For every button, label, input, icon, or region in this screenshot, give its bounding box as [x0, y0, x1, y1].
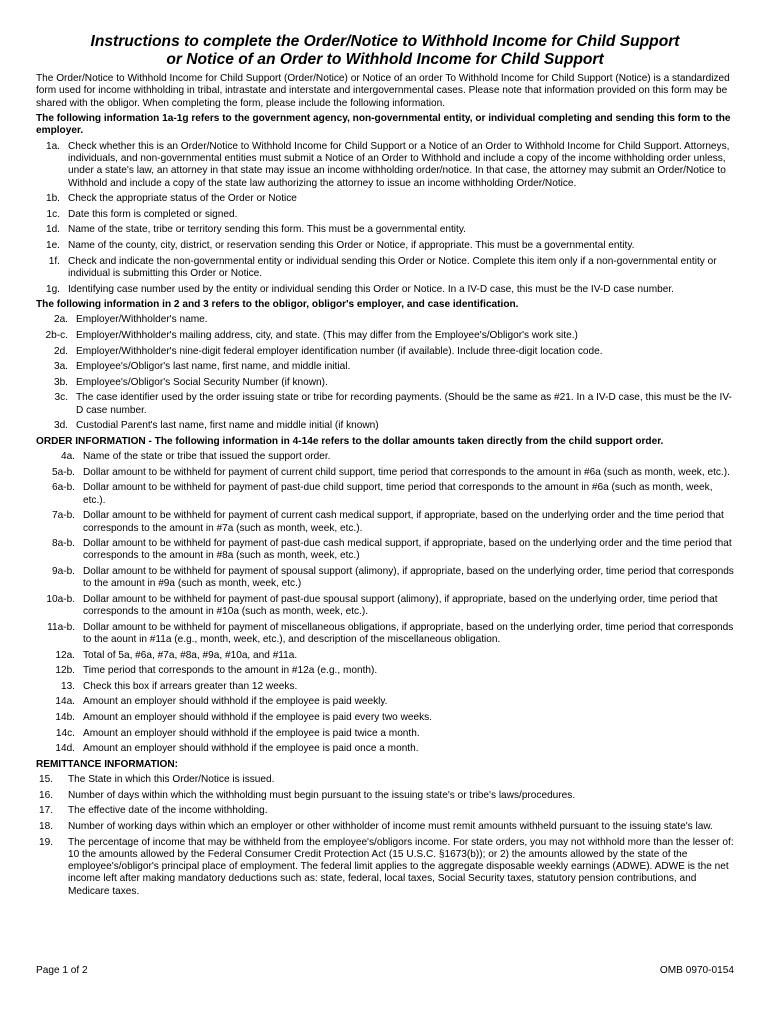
- page-number: Page 1 of 2: [36, 965, 88, 976]
- item-text: Name of the state or tribe that issued the support order.: [83, 451, 331, 463]
- instruction-item: [36, 224, 734, 236]
- instruction-item: [36, 665, 734, 677]
- item-number: 14b.: [55, 712, 75, 724]
- instruction-item: [36, 392, 734, 417]
- intro-paragraph: The Order/Notice to Withhold Income for Child Support (Order/Notice) or Notice of an order To Withhold Income for Child Support (Notice) is a standardized form used for income withholding in tribal, intrastate and interstate and intergovernmental cases. Please note that information provided on this form may be shared with the obligor. When completing the form, please include the following information.: [36, 73, 730, 109]
- item-text: The State in which this Order/Notice is issued.: [68, 774, 275, 786]
- instruction-item: [36, 743, 734, 755]
- item-number: 1a.: [45, 140, 60, 152]
- item-text: The percentage of income that may be withheld from the employee's/obligors income. For state orders, you may not withhold more than the lesser of: 10 the amounts allowed by the Federal Consumer Credit Protection Act (15 U.S.C. §1673(b)); or 2) the amounts allowed by the state of the employee's/obligor's principal place of employment. The federal limit applies to the aggregate disposable weekly earnings (ADWE). ADWE is the net income left after making mandatory deductions such as: state, federal, local taxes, Social Security taxes, statutory pension contributions, and Medicare taxes.: [68, 836, 734, 897]
- item-text: Employer/Withholder's name.: [76, 314, 208, 326]
- instruction-item: [36, 681, 734, 693]
- instruction-item: [36, 141, 734, 190]
- item-number: 1b.: [45, 193, 60, 205]
- item-number: 19.: [39, 836, 54, 848]
- instruction-item: [36, 774, 734, 786]
- item-number: 10a-b.: [46, 593, 75, 605]
- item-text: Dollar amount to be withheld for payment of current cash medical support, if appropriate, based on the underlying order and the time period that corresponds to the amount in #7a (such as month, week, etc.).: [83, 510, 724, 534]
- instruction-item: [36, 451, 734, 463]
- item-text: Dollar amount to be withheld for payment of spousal support (alimony), if appropriate, based on the underlying order, time period that corresponds to the amount in #9a (such as month, week, etc.): [83, 566, 734, 590]
- instruction-item: [36, 510, 734, 535]
- instruction-item: [36, 346, 734, 358]
- item-number: 8a-b.: [51, 538, 75, 550]
- item-text: Date this form is completed or signed.: [68, 208, 238, 220]
- item-number: 18.: [39, 820, 54, 832]
- instruction-item: [36, 314, 734, 326]
- instruction-item: [36, 482, 734, 507]
- item-text: Amount an employer should withhold if the employee is paid once a month.: [83, 743, 419, 755]
- instruction-item: [36, 712, 734, 724]
- item-text: Check and indicate the non-governmental entity or individual sending this Order or Notice. Complete this item only if a non-governmental entity or individual is submitting this Order or Notice.: [68, 255, 717, 279]
- item-number: 15.: [39, 774, 54, 786]
- item-number: 12a.: [55, 649, 75, 661]
- item-number: 5a-b.: [51, 466, 75, 478]
- section-header: The following information 1a-1g refers to the government agency, non-governmental entity, or individual completing and sending this form to the employer.: [36, 112, 731, 137]
- item-number: 14a.: [55, 696, 75, 708]
- item-number: 13.: [60, 680, 75, 692]
- instruction-item: [36, 467, 734, 479]
- instruction-item: [36, 240, 734, 252]
- section-remittance-information: [36, 759, 734, 898]
- item-number: 11a-b.: [47, 621, 75, 633]
- item-text: Dollar amount to be withheld for payment of past-due spousal support (alimony), if appropriate, based on the underlying order, time period that corresponds to the amount in #10a (such as month, week, etc.).: [83, 593, 718, 618]
- section-header: ORDER INFORMATION - The following information in 4-14e refers to the dollar amounts taken directly from the child support order.: [36, 435, 664, 447]
- item-number: 12b.: [55, 665, 75, 677]
- instruction-item: [36, 330, 734, 342]
- item-number: 9a-b.: [51, 566, 75, 578]
- item-number: 1d.: [45, 224, 60, 236]
- instruction-item: [36, 805, 734, 817]
- instruction-item: [36, 284, 734, 296]
- section-agency: [36, 113, 734, 296]
- instruction-item: [36, 696, 734, 708]
- section-header: The following information in 2 and 3 refers to the obligor, obligor's employer, and case identification.: [36, 298, 519, 310]
- instruction-item: [36, 538, 734, 563]
- instruction-item: [36, 837, 734, 898]
- item-number: 6a-b.: [51, 482, 75, 494]
- item-text: Employer/Withholder's nine-digit federal employer identification number (if available). Include three-digit location code.: [76, 345, 603, 357]
- item-text: Identifying case number used by the entity or individual sending this Order or Notice. In a IV-D case, this must be the IV-D case number.: [68, 283, 674, 295]
- instruction-item: [36, 790, 734, 802]
- item-number: 3c.: [54, 392, 68, 404]
- instruction-item: [36, 377, 734, 389]
- item-number: 16.: [39, 789, 54, 801]
- instruction-item: [36, 193, 734, 205]
- instruction-item: [36, 256, 734, 281]
- item-number: 14d.: [55, 743, 75, 755]
- instruction-item: [36, 420, 734, 432]
- section-order-information: [36, 436, 734, 756]
- item-number: 2b-c.: [45, 330, 68, 342]
- item-number: 1c.: [46, 208, 60, 220]
- instruction-item: [36, 622, 734, 647]
- section-obligor: [36, 299, 734, 433]
- section-header: REMITTANCE INFORMATION:: [36, 758, 179, 770]
- item-number: 3d.: [53, 420, 68, 432]
- item-text: Employee's/Obligor's last name, first name, and middle initial.: [76, 361, 351, 373]
- item-number: 4a.: [60, 451, 75, 463]
- item-text: Total of 5a, #6a, #7a, #8a, #9a, #10a, and #11a.: [83, 649, 298, 661]
- omb-number: OMB 0970-0154: [659, 965, 734, 976]
- item-number: 1f.: [48, 255, 60, 267]
- document-title: [36, 33, 734, 69]
- item-text: Employer/Withholder's mailing address, city, and state. (This may differ from the Employee's/Obligor's work site.): [76, 330, 578, 342]
- item-text: Check this box if arrears greater than 12 weeks.: [83, 680, 298, 692]
- instruction-item: [36, 594, 734, 619]
- item-number: 3b.: [53, 376, 68, 388]
- item-text: Amount an employer should withhold if the employee is paid twice a month.: [83, 727, 420, 739]
- item-number: 3a.: [53, 361, 68, 373]
- instruction-item: [36, 821, 734, 833]
- page-footer: [36, 965, 734, 976]
- item-text: Custodial Parent's last name, first name and middle initial (if known): [76, 420, 379, 432]
- instruction-item: [36, 209, 734, 221]
- item-text: Number of days within which the withholding must begin pursuant to the issuing state's or tribe's laws/procedures.: [68, 789, 576, 801]
- item-number: 2a.: [53, 314, 68, 326]
- item-text: Name of the state, tribe or territory sending this form. This must be a governmental entity.: [68, 224, 466, 236]
- instruction-item: [36, 566, 734, 591]
- item-number: 17.: [39, 805, 54, 817]
- instruction-item: [36, 650, 734, 662]
- item-text: Check whether this is an Order/Notice to Withhold Income for Child Support or a Notice of an Order to Withhold Income for Child Support. Attorneys, individuals, and non-governmental entities must submit a Notice of an Order to Withhold and include a copy of the income withholding order unless, under a state's law, an attorney in that state may issue an income withholding order/notice. In that case, the attorney may submit an Order/Notice to Withhold and include a copy of the state law authorizing the attorney to issue an income withholding Order/Notice.: [68, 140, 730, 189]
- item-number: 14c.: [55, 727, 75, 739]
- item-number: 1g.: [45, 283, 60, 295]
- instruction-item: [36, 728, 734, 740]
- title-line-2: or Notice of an Order to Withhold Income for Child Support: [166, 51, 604, 68]
- item-text: Dollar amount to be withheld for payment of past-due cash medical support, if appropriate, based on the underlying order and the time period that corresponds to the amount in #8a (such as month, week, etc.): [83, 538, 732, 562]
- item-text: Name of the county, city, district, or reservation sending this Order or Notice, if appropriate. This must be a governmental entity.: [68, 240, 635, 252]
- item-text: Check the appropriate status of the Order or Notice: [68, 193, 297, 205]
- item-text: Amount an employer should withhold if the employee is paid every two weeks.: [83, 712, 432, 724]
- item-text: Dollar amount to be withheld for payment of current child support, time period that corresponds to the amount in #6a (such as month, week, etc.).: [83, 466, 730, 478]
- item-text: Dollar amount to be withheld for payment of past-due child support, time period that corresponds to the amount in #6a (such as month, week, etc.).: [83, 482, 713, 506]
- item-number: 7a-b.: [51, 510, 75, 522]
- item-text: The case identifier used by the order issuing state or tribe for recording payments. (Should be the same as #21. In a IV-D case, this must be the IV-D case number.: [76, 392, 732, 416]
- item-number: 1e.: [45, 240, 60, 252]
- title-line-1: Instructions to complete the Order/Notice to Withhold Income for Child Support: [90, 33, 680, 50]
- item-text: Amount an employer should withhold if the employee is paid weekly.: [83, 696, 388, 708]
- item-text: The effective date of the income withholding.: [68, 805, 268, 817]
- item-text: Time period that corresponds to the amount in #12a (e.g., month).: [83, 665, 378, 677]
- item-text: Employee's/Obligor's Social Security Number (if known).: [76, 376, 328, 388]
- instruction-item: [36, 361, 734, 373]
- item-number: 2d.: [53, 345, 68, 357]
- item-text: Number of working days within which an employer or other withholder of income must remit amounts withheld pursuant to the issuing state's law.: [68, 820, 713, 832]
- item-text: Dollar amount to be withheld for payment of miscellaneous obligations, if appropriate, based on the underlying order, time period that corresponds to the aount in #11a (e.g., month, week, etc.), and description of the miscellaneous obligation.: [83, 621, 734, 646]
